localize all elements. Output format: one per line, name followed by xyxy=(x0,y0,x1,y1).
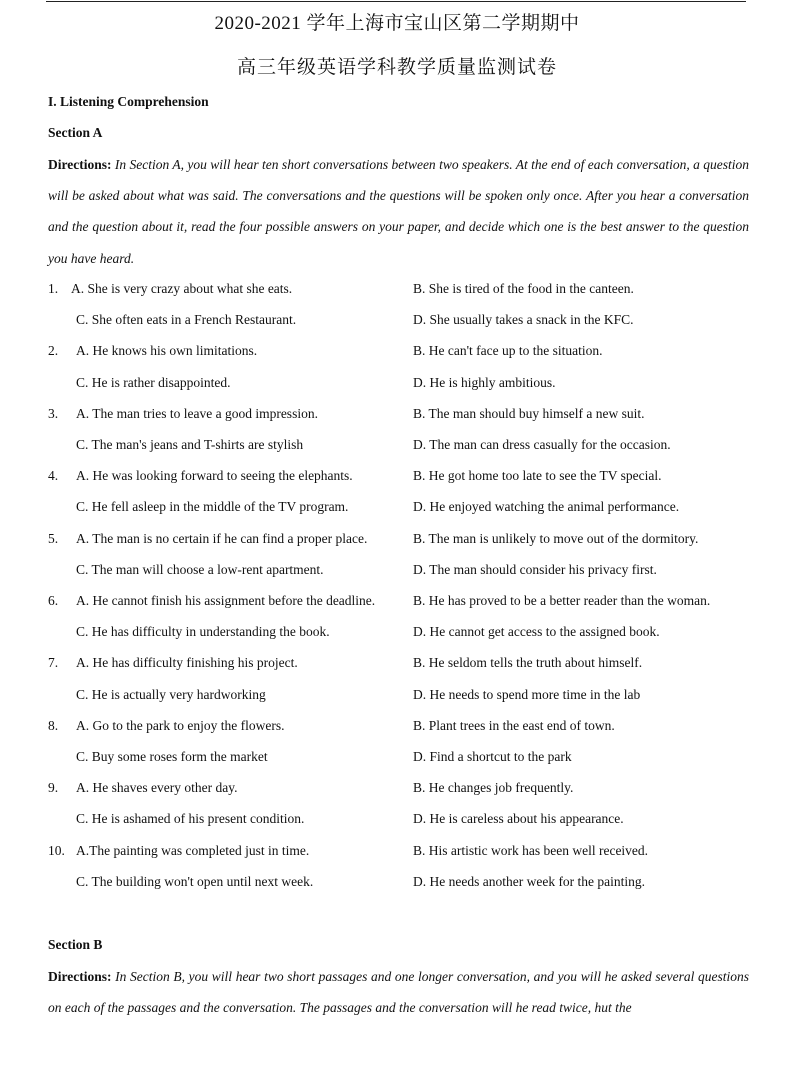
option-b: B. The man should buy himself a new suit. xyxy=(413,405,645,421)
option-a: A. He knows his own limitations. xyxy=(76,343,258,359)
option-b: B. He has proved to be a better reader than the woman. xyxy=(413,593,711,608)
page-title-line2: 高三年级英语学科教学质量监测试卷 xyxy=(236,57,557,78)
option-d: D. He needs another week for the painting. xyxy=(413,873,646,889)
option-a: A. He shaves every other day. xyxy=(76,780,238,796)
section-a-directions xyxy=(48,149,749,274)
option-c: C. He is actually very hardworking xyxy=(76,686,266,702)
option-d: D. The man should consider his privacy first. xyxy=(413,561,657,577)
option-c: C. The building won't open until next week. xyxy=(76,873,314,889)
top-rule xyxy=(46,1,746,2)
option-b: B. His artistic work has been well received. xyxy=(413,842,649,858)
question-number: 9. xyxy=(48,780,59,796)
question-number: 4. xyxy=(48,468,59,484)
question-number: 7. xyxy=(48,655,59,671)
option-d: D. He is careless about his appearance. xyxy=(413,811,624,827)
question-number: 2. xyxy=(48,343,59,359)
option-b: B. He can't face up to the situation. xyxy=(413,343,603,359)
section-b-directions xyxy=(48,961,749,1023)
option-c: C. He is rather disappointed. xyxy=(76,374,231,390)
option-b: B. He got home too late to see the TV special. xyxy=(413,468,662,484)
directions-text: In Section A, you will hear ten short conversations between two speakers. At the end of each conversation, a question will be asked about what was said. The conversations and the questions will be spoken only once. After you hear a conversation and the question about it, read the four possible answers on your paper, and decide which one is the best answer to the question you have heard. xyxy=(48,157,749,266)
option-b: B. The man is unlikely to move out of the dormitory. xyxy=(413,530,699,546)
part-heading: I. Listening Comprehension xyxy=(48,94,209,109)
option-a: A. Go to the park to enjoy the flowers. xyxy=(76,717,285,733)
question-number: 3. xyxy=(48,405,59,421)
option-b: B. He seldom tells the truth about himself. xyxy=(413,655,643,671)
option-d: D. The man can dress casually for the occasion. xyxy=(413,437,671,452)
question-number: 10. xyxy=(48,842,65,858)
option-c: C. He has difficulty in understanding the book. xyxy=(76,624,330,640)
question-number: 8. xyxy=(48,717,59,733)
option-d: D. She usually takes a snack in the KFC. xyxy=(413,312,634,328)
option-a: A. He cannot finish his assignment before the deadline. xyxy=(76,593,376,608)
option-d: D. He needs to spend more time in the lab xyxy=(413,686,641,702)
option-a: A. She is very crazy about what she eats. xyxy=(71,281,293,296)
option-b: B. She is tired of the food in the canteen. xyxy=(413,281,634,296)
directions-label: Directions: xyxy=(48,969,112,984)
option-b: B. He changes job frequently. xyxy=(413,780,574,796)
option-c: C. The man will choose a low-rent apartment. xyxy=(76,561,324,577)
question-number: 6. xyxy=(48,593,59,608)
section-b-heading: Section B xyxy=(48,937,103,952)
option-a: A. The man tries to leave a good impression. xyxy=(76,405,318,421)
option-d: D. He is highly ambitious. xyxy=(413,374,556,390)
option-b: B. Plant trees in the east end of town. xyxy=(413,717,615,733)
directions-text: In Section B, you will hear two short passages and one longer conversation, and you will he asked several questions on each of the passages and the conversation. The passages and the conversation will he read twice, hut the xyxy=(48,969,749,1016)
option-c: C. He fell asleep in the middle of the TV program. xyxy=(76,499,349,515)
option-c: C. He is ashamed of his present condition. xyxy=(76,811,305,827)
option-a: A.The painting was completed just in time. xyxy=(76,842,310,858)
option-a: A. The man is no certain if he can find a proper place. xyxy=(76,530,368,546)
question-number: 1. xyxy=(48,281,59,296)
option-d: D. Find a shortcut to the park xyxy=(413,749,572,764)
option-c: C. The man's jeans and T-shirts are stylish xyxy=(76,437,304,452)
option-d: D. He enjoyed watching the animal performance. xyxy=(413,499,680,515)
option-c: C. Buy some roses form the market xyxy=(76,749,268,764)
page-title-line1: 2020-2021 学年上海市宝山区第二学期期中 xyxy=(214,13,580,34)
option-c: C. She often eats in a French Restaurant. xyxy=(76,312,297,328)
directions-label: Directions: xyxy=(48,157,112,172)
option-d: D. He cannot get access to the assigned book. xyxy=(413,624,660,640)
option-a: A. He was looking forward to seeing the elephants. xyxy=(76,468,353,484)
section-a-heading: Section A xyxy=(48,125,103,140)
option-a: A. He has difficulty finishing his project. xyxy=(76,655,298,671)
question-number: 5. xyxy=(48,530,59,546)
